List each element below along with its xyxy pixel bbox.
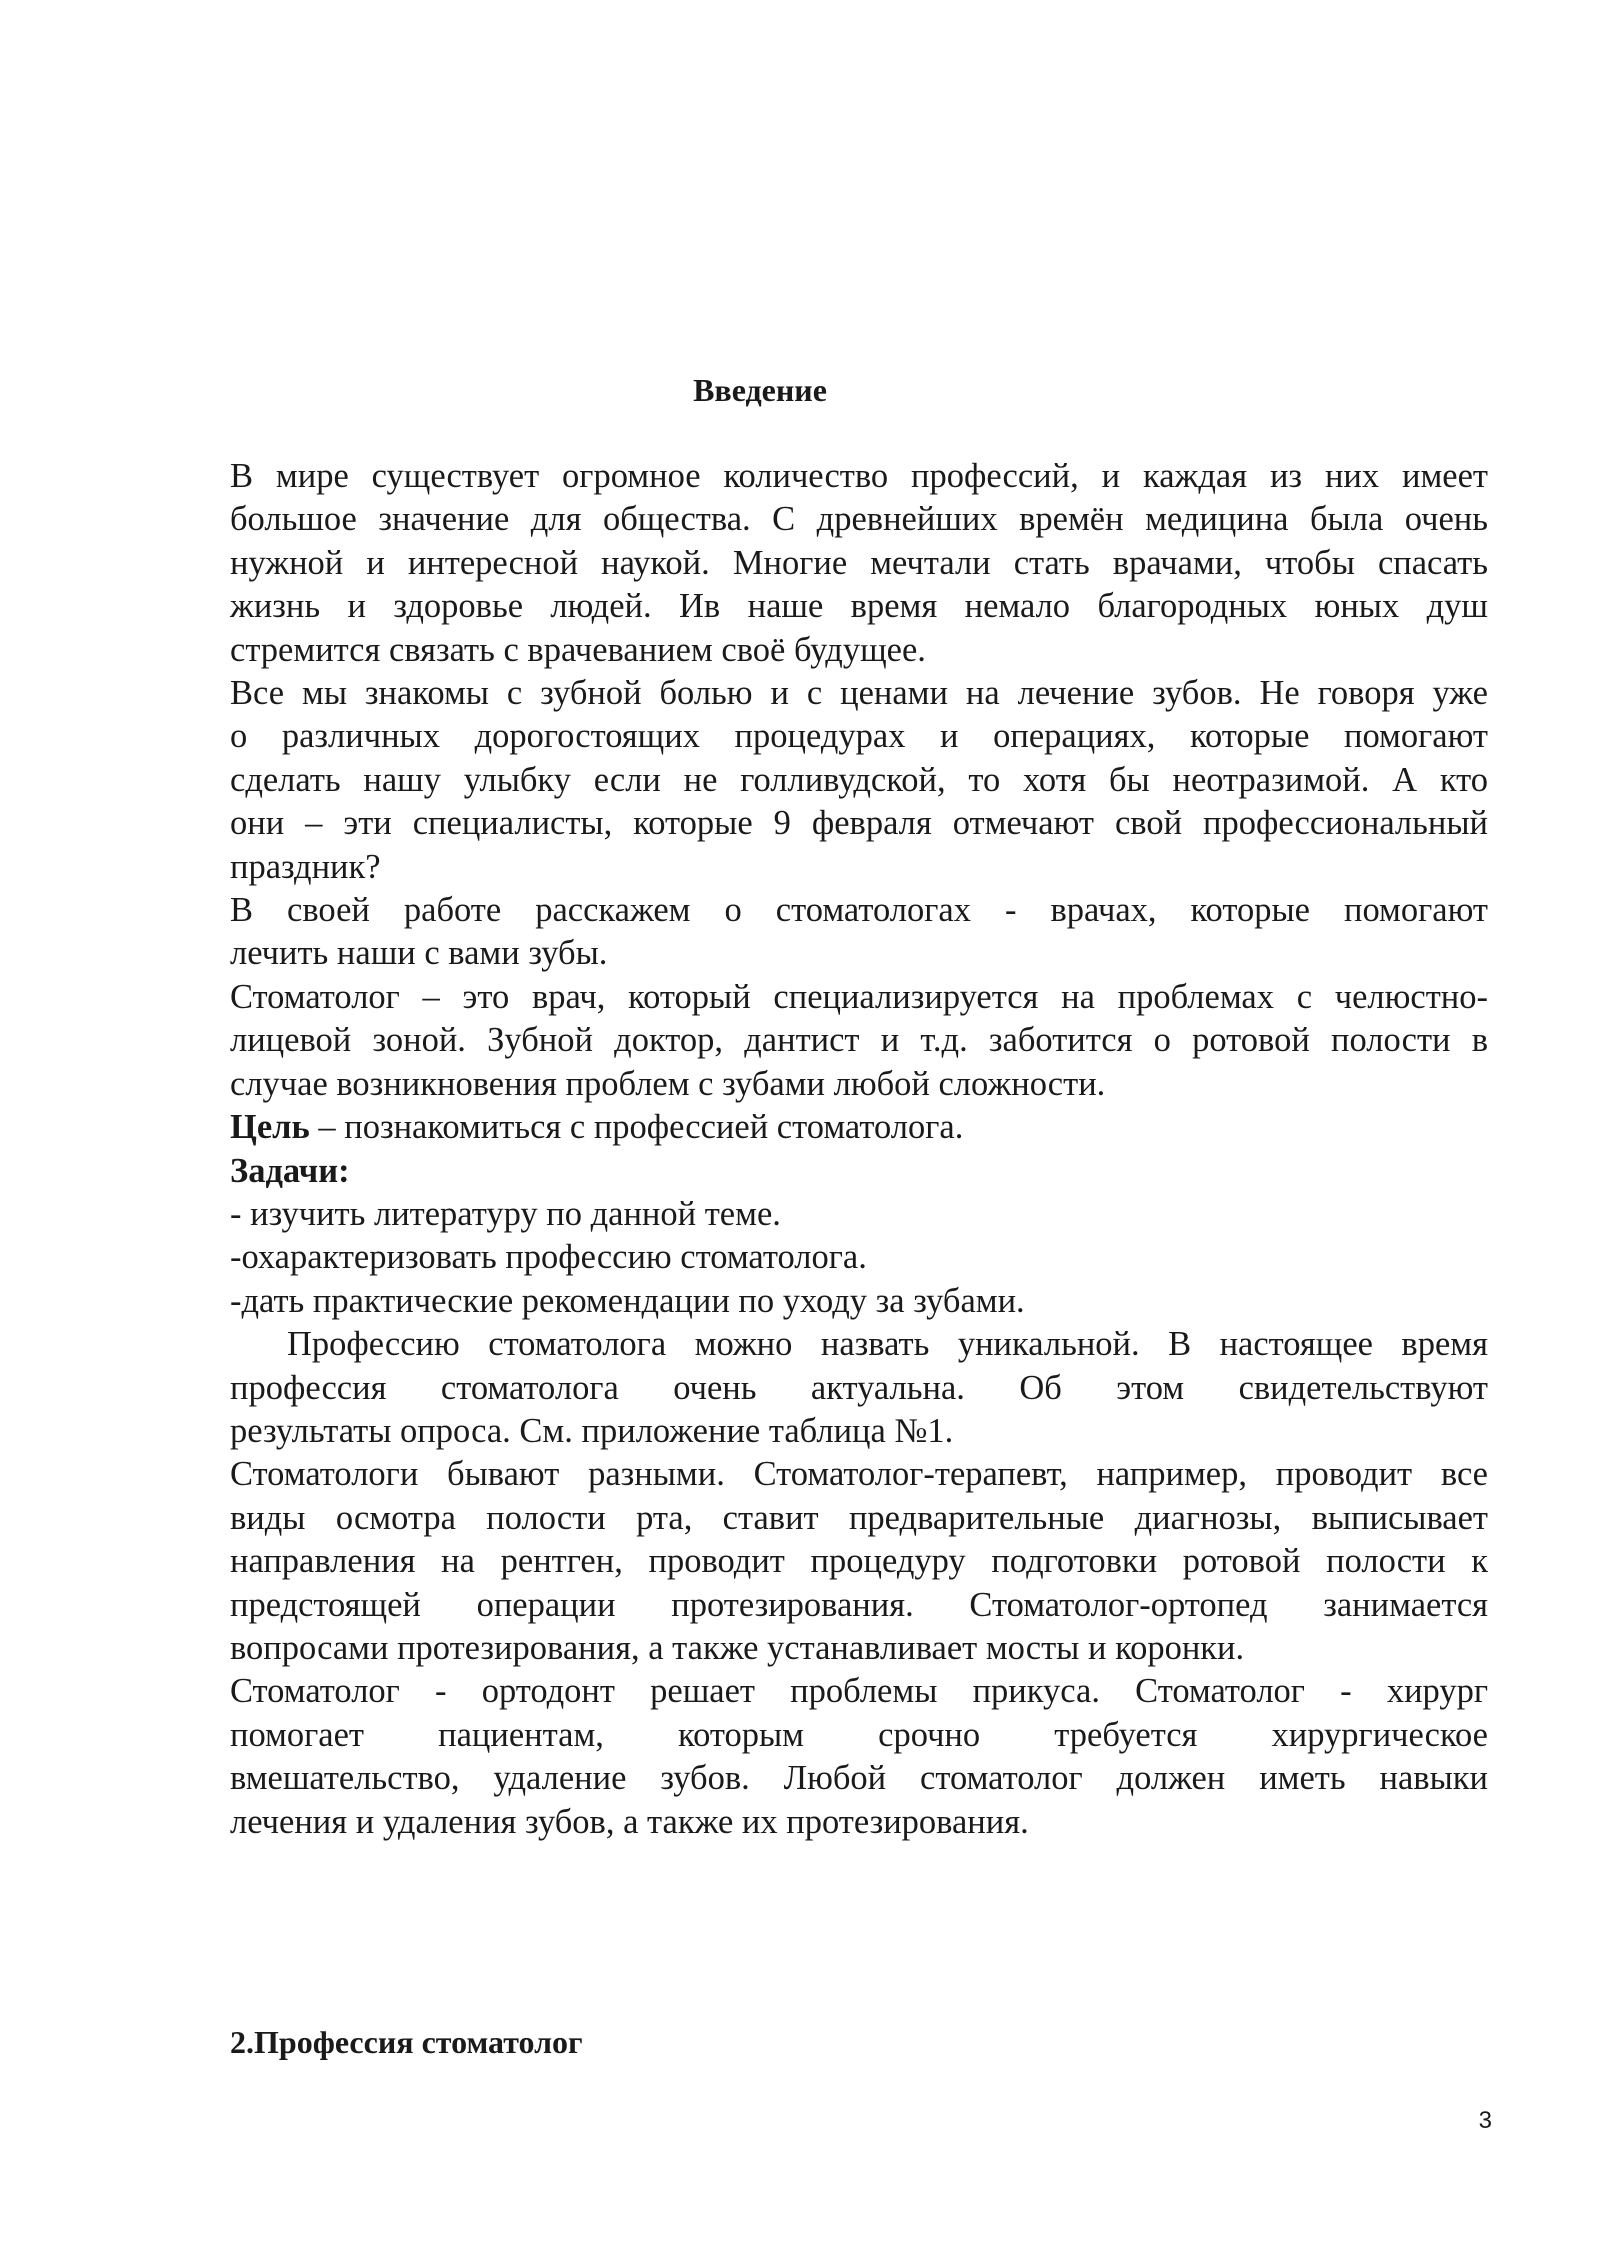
task-item: - изучить литературу по данной теме.	[230, 1194, 781, 1233]
text-line: Стоматологи бывают разными. Стоматолог-терапевт, например, проводит все	[230, 1455, 1488, 1494]
text-line: вмешательство, удаление зубов. Любой стоматолог должен иметь навыки	[230, 1759, 1488, 1798]
text-line: о различных дорогостоящих процедурах и операциях, которые помогают	[230, 717, 1488, 756]
text-line: стремится связать с врачеванием своё будущее.	[230, 630, 926, 669]
text-line: лицевой зоной. Зубной доктор, дантист и т.д. заботится о ротовой полости в	[230, 1021, 1488, 1060]
section-heading: 2.Профессия стоматолог	[230, 2024, 583, 2060]
task-item: -охарактеризовать профессию стоматолога.	[230, 1238, 867, 1277]
text-line: нужной и интересной наукой. Многие мечтали стать врачами, чтобы спасать	[230, 543, 1488, 582]
text-line: Стоматолог - ортодонт решает проблемы прикуса. Стоматолог - хирург	[230, 1672, 1488, 1711]
text-line: лечить наши с вами зубы.	[230, 934, 608, 973]
task-item: -дать практические рекомендации по уходу за зубами.	[230, 1281, 1025, 1320]
text-line: вопросами протезирования, а также устанавливает мосты и коронки.	[230, 1628, 1245, 1667]
text-line: профессия стоматолога очень актуальна. Об этом свидетельствуют	[230, 1368, 1488, 1407]
goal-line	[230, 1106, 1488, 1149]
page-number: 3	[1478, 2107, 1492, 2134]
text-line: Профессию стоматолога можно назвать уникальной. В настоящее время	[230, 1325, 1488, 1364]
text-line: результаты опроса. См. приложение таблица №1.	[230, 1411, 954, 1450]
text-line: В своей работе расскажем о стоматологах - врачах, которые помогают	[230, 891, 1488, 930]
text-line: большое значение для общества. С древнейших времён медицина была очень	[230, 500, 1488, 539]
text-line: они – эти специалисты, которые 9 февраля отмечают свой профессиональный	[230, 804, 1488, 843]
text-line: виды осмотра полости рта, ставит предварительные диагнозы, выписывает	[230, 1498, 1488, 1537]
goal-text: – познакомиться с профессией стоматолога.	[309, 1108, 964, 1147]
text-line: Стоматолог – это врач, который специализируется на проблемах с челюстно-	[230, 977, 1488, 1016]
page-title: Введение	[693, 372, 827, 408]
text-line: помогает пациентам, которым срочно требуется хирургическое	[230, 1715, 1488, 1754]
text-line: сделать нашу улыбку если не голливудской, то хотя бы неотразимой. А кто	[230, 760, 1488, 799]
text-line: В мире существует огромное количество профессий, и каждая из них имеет	[230, 457, 1488, 495]
text-line: праздник?	[230, 847, 381, 886]
introduction-body	[230, 455, 1488, 1844]
goal-label: Цель	[230, 1108, 310, 1147]
text-line: Все мы знакомы с зубной болью и с ценами на лечение зубов. Не говоря уже	[230, 674, 1488, 713]
text-line: предстоящей операции протезирования. Стоматолог-ортопед занимается	[230, 1585, 1488, 1624]
text-line: лечения и удаления зубов, а также их протезирования.	[230, 1802, 1029, 1841]
text-line: направления на рентген, проводит процедуру подготовки ротовой полости к	[230, 1542, 1488, 1581]
text-line: случае возникновения проблем с зубами любой сложности.	[230, 1064, 1106, 1103]
tasks-label: Задачи:	[230, 1151, 350, 1190]
text-line: жизнь и здоровье людей. Ив наше время немало благородных юных душ	[230, 587, 1488, 626]
